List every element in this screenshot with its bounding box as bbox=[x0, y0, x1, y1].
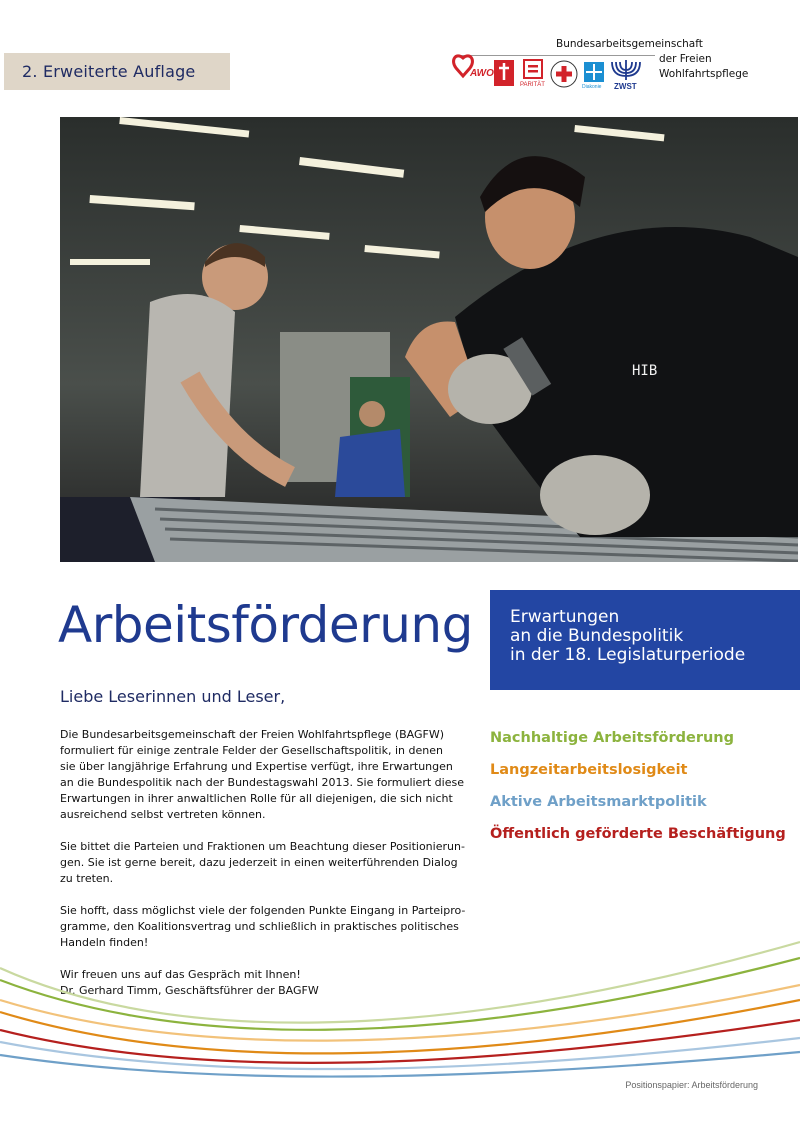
text-line: formuliert für einige zentrale Felder der Gesellschaftspolitik, in denen bbox=[60, 744, 443, 757]
text-line: Wir freuen uns auf das Gespräch mit Ihnen! bbox=[60, 968, 301, 981]
decorative-waves bbox=[0, 930, 800, 1090]
page-title: Arbeitsförderung bbox=[58, 596, 473, 654]
topic-public-employment: Öffentlich geförderte Beschäftigung bbox=[490, 826, 786, 842]
org-name-line-3: Wohlfahrtspflege bbox=[659, 68, 749, 80]
text-line: gen. Sie ist gerne bereit, dazu jederzeit in einen weiterführenden Dialog bbox=[60, 856, 458, 869]
text-line: zu treten. bbox=[60, 872, 114, 885]
workshop-photo bbox=[60, 117, 798, 562]
topic-list bbox=[490, 722, 786, 850]
edition-badge: 2. Erweiterte Auflage bbox=[4, 53, 230, 90]
text-line: Die Bundesarbeitsgemeinschaft der Freien Wohlfahrtspflege (BAGFW) bbox=[60, 728, 445, 741]
topic-active-labor-policy: Aktive Arbeitsmarktpolitik bbox=[490, 794, 707, 810]
zwst-label: ZWST bbox=[614, 82, 637, 91]
subtitle-line-1: Erwartungen bbox=[510, 607, 620, 627]
awo-heart-icon bbox=[454, 56, 495, 79]
letter-greeting: Liebe Leserinnen und Leser, bbox=[60, 687, 286, 706]
text-line: Sie hofft, dass möglichst viele der folgenden Punkte Eingang in Parteipro- bbox=[60, 904, 466, 917]
text-line: Sie bittet die Parteien und Fraktionen um Beachtung dieser Positionierun- bbox=[60, 840, 465, 853]
text-line: gramme, den Koalitionsvertrag und schließlich in praktisches politisches bbox=[60, 920, 459, 933]
topic-long-term-unemployment: Langzeitarbeitslosigkeit bbox=[490, 762, 688, 778]
caritas-cross-icon bbox=[494, 60, 514, 86]
awo-label: AWO bbox=[470, 68, 494, 79]
diakonie-icon bbox=[582, 62, 604, 90]
text-line: an die Bundespolitik nach der Bundestagswahl 2013. Sie formuliert diese bbox=[60, 776, 464, 789]
text-line: Erwartungen in ihrer anwaltlichen Rolle für all diejenigen, die sich nicht bbox=[60, 792, 453, 805]
text-line: ausreichend selbst vertreten können. bbox=[60, 808, 266, 821]
subtitle-line-3: in der 18. Legislaturperiode bbox=[510, 645, 746, 665]
paritaet-label: PARITÄT bbox=[520, 82, 545, 88]
right-glove bbox=[540, 455, 650, 535]
diakonie-label: Diakonie bbox=[582, 84, 602, 90]
topic-sustainable: Nachhaltige Arbeitsförderung bbox=[490, 730, 735, 746]
org-name-line-1: Bundesarbeitsgemeinschaft bbox=[556, 38, 703, 50]
subtitle-box bbox=[490, 590, 800, 690]
shirt-logo: HIB bbox=[632, 363, 658, 379]
red-cross-icon bbox=[551, 61, 577, 87]
text-line: Handeln finden! bbox=[60, 936, 149, 949]
paragraph-2 bbox=[60, 839, 480, 887]
text-line: sie über langjährige Erfahrung und Expertise verfügt, ihre Erwartungen bbox=[60, 760, 453, 773]
page-footer: Positionspapier: Arbeitsförderung bbox=[625, 1080, 758, 1090]
menorah-icon bbox=[612, 60, 640, 91]
paragraph-1 bbox=[60, 727, 480, 823]
paritaet-icon bbox=[520, 60, 545, 88]
member-logos bbox=[448, 38, 758, 98]
subtitle-line-2: an die Bundespolitik bbox=[510, 626, 684, 646]
text-line: Dr. Gerhard Timm, Geschäftsführer der BAGFW bbox=[60, 984, 319, 997]
org-name-line-2: der Freien bbox=[659, 53, 712, 65]
